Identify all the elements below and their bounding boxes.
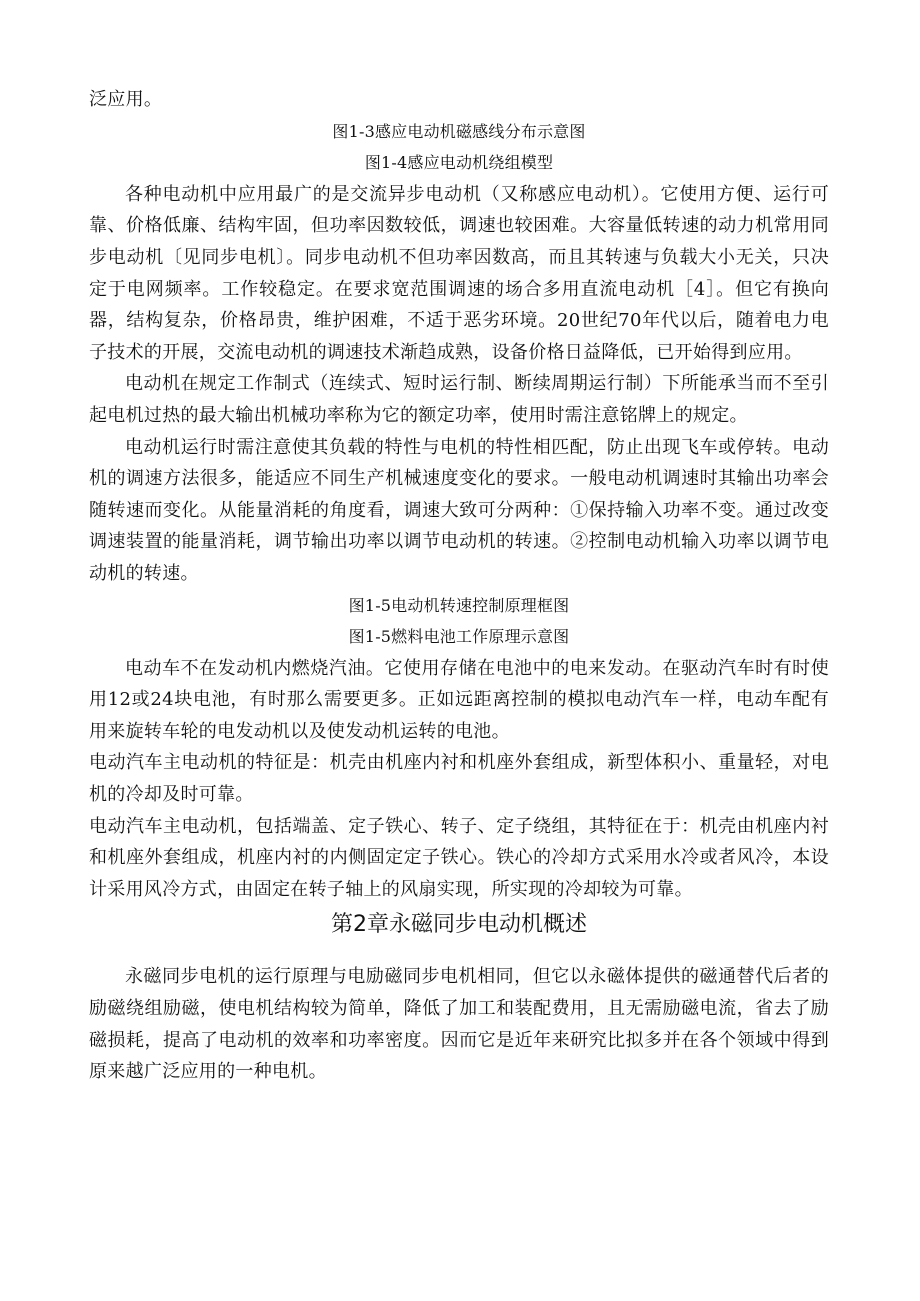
document-page [89,84,829,1088]
paragraph-pmsm-overview: 永磁同步电机的运行原理与电励磁同步电机相同，但它以永磁体提供的磁通替代后者的励磁绕组励磁，使电机结构较为简单，降低了加工和装配费用，且无需励磁电流，省去了励磁损耗，提高了电动机的效率和功率密度。因而它是近年来研究比拟多并在各个领域中得到原来越广泛应用的一种电机。 [89,966,829,1083]
figure-caption-1-4: 图1-4感应电动机绕组模型 [364,153,554,173]
figure-caption-1-3: 图1-3感应电动机磁感线分布示意图 [332,121,586,141]
intro-fragment: 泛应用。 [89,89,163,110]
paragraph-main-motor-features: 电动汽车主电动机的特征是：机壳由机座内衬和机座外套组成，新型体积小、重量轻，对电机的冷却及时可靠。 [89,752,829,806]
chapter-title: 第2章永磁同步电动机概述 [331,912,587,938]
paragraph-speed-control: 电动机运行时需注意使其负载的特性与电机的特性相匹配，防止出现飞车或停转。电动机的调速方法很多，能适应不同生产机械速度变化的要求。一般电动机调速时其输出功率会随转速而变化。从能量消耗的角度看，调速大致可分两种：①保持输入功率不变。通过改变调速装置的能量消耗，调节输出功率以调节电动机的转速。②控制电动机输入功率以调节电动机的转速。 [89,436,829,584]
figure-caption-1-5-fuel-cell: 图1-5燃料电池工作原理示意图 [348,627,570,647]
paragraph-electric-vehicle: 电动车不在发动机内燃烧汽油。它使用存储在电池中的电来发动。在驱动汽车时有时使用12或24块电池，有时那么需要更多。正如远距离控制的模拟电动汽车一样，电动车配有用来旋转车轮的电发动机以及使发动机运转的电池。 [89,657,829,742]
paragraph-main-motor-structure: 电动汽车主电动机，包括端盖、定子铁心、转子、定子绕组，其特征在于：机壳由机座内衬和机座外套组成，机座内衬的内侧固定定子铁心。铁心的冷却方式采用水冷或者风冷，本设计采用风冷方式，由固定在转子轴上的风扇实现，所实现的冷却较为可靠。 [89,815,829,900]
figure-caption-1-5-control: 图1-5电动机转速控制原理框图 [348,595,570,615]
paragraph-ac-motors: 各种电动机中应用最广的是交流异步电动机（又称感应电动机）。它使用方便、运行可靠、价格低廉、结构牢固，但功率因数较低，调速也较困难。大容量低转速的动力机常用同步电动机〔见同步电机〕。同步电动机不但功率因数高，而且其转速与负载大小无关，只决定于电网频率。工作较稳定。在要求宽范围调速的场合多用直流电动机［4］。但它有换向器，结构复杂，价格昂贵，维护困难，不适于恶劣环境。20世纪70年代以后，随着电力电子技术的开展，交流电动机的调速技术渐趋成熟，设备价格日益降低，已开始得到应用。 [89,183,829,363]
paragraph-rated-power: 电动机在规定工作制式（连续式、短时运行制、断续周期运行制）下所能承当而不至引起电机过热的最大输出机械功率称为它的额定功率，使用时需注意铭牌上的规定。 [89,373,829,426]
